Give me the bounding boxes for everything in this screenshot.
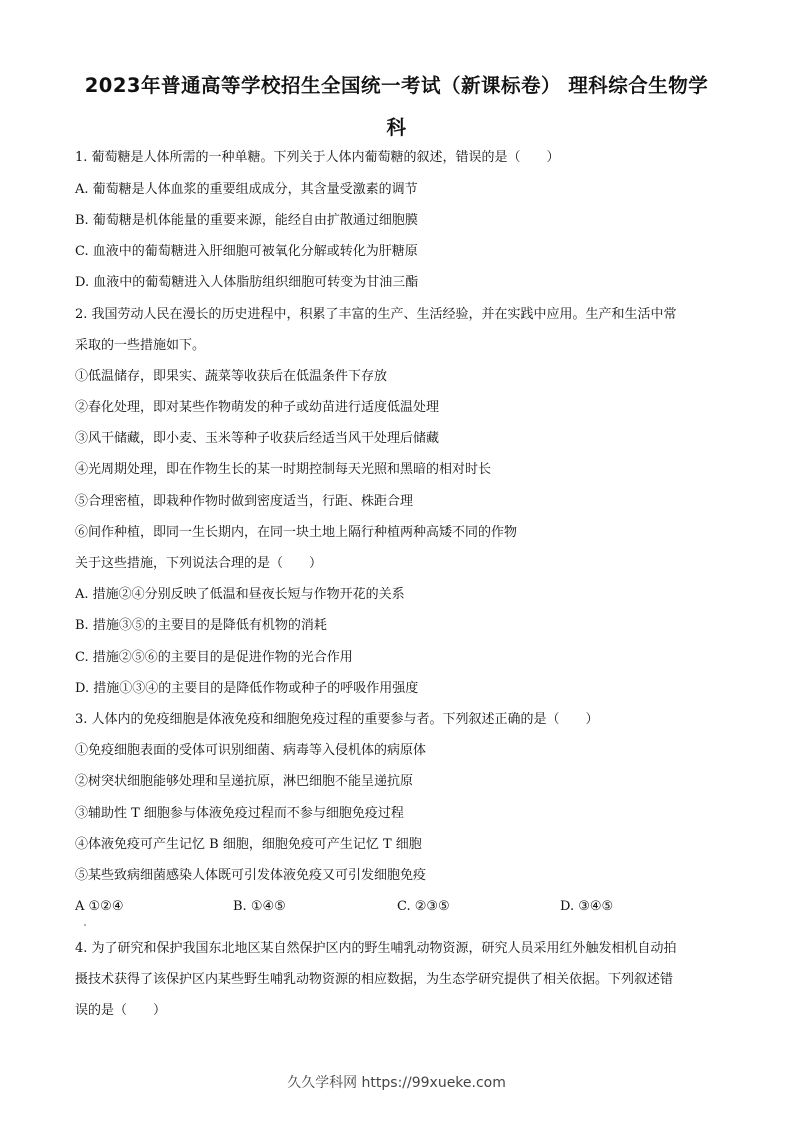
q2-option-c: C. 措施②⑤⑥的主要目的是促进作物的光合作用: [75, 650, 353, 665]
q3-item-3: ③辅助性 T 细胞参与体液免疫过程而不参与细胞免疫过程: [75, 806, 404, 821]
q1-option-a: A. 葡萄糖是人体血浆的重要组成成分，其含量受激素的调节: [75, 182, 418, 197]
q2-item-2: ②春化处理，即对某些作物萌发的种子或幼苗进行适度低温处理: [75, 400, 440, 415]
q3-item-2: ②树突状细胞能够处理和呈递抗原，淋巴细胞不能呈递抗原: [75, 774, 414, 789]
exam-title-line2: 科: [386, 116, 407, 139]
q3-option-d: D. ③④⑤: [560, 899, 614, 914]
exam-title-line1: 2023年普通高等学校招生全国统一考试（新课标卷） 理科综合生物学: [84, 74, 709, 97]
footer-watermark: 久久学科网 https://99xueke.com: [287, 1075, 506, 1091]
q2-stem-line1: 2. 我国劳动人民在漫长的历史进程中，积累了丰富的生产、生活经验，并在实践中应用。生产和生活中常: [75, 307, 677, 322]
stray-mark: [84, 924, 86, 926]
q1-option-b: B. 葡萄糖是机体能量的重要来源，能经自由扩散通过细胞膜: [75, 213, 418, 228]
q2-item-5: ⑤合理密植，即栽种作物时做到密度适当，行距、株距合理: [75, 494, 414, 509]
q3-option-a: A ①②④: [75, 899, 124, 914]
q4-stem-line2: 摄技术获得了该保护区内某些野生哺乳动物资源的相应数据，为生态学研究提供了相关依据。下列叙述错: [75, 972, 674, 987]
q3-item-4: ④体液免疫可产生记忆 B 细胞，细胞免疫可产生记忆 T 细胞: [75, 837, 422, 852]
q3-item-5: ⑤某些致病细菌感染人体既可引发体液免疫又可引发细胞免疫: [75, 868, 427, 883]
q1-option-c: C. 血液中的葡萄糖进入肝细胞可被氧化分解或转化为肝糖原: [75, 244, 418, 259]
q3-item-1: ①免疫细胞表面的受体可识别细菌、病毒等入侵机体的病原体: [75, 743, 427, 758]
q2-item-1: ①低温储存，即果实、蔬菜等收获后在低温条件下存放: [75, 369, 388, 384]
q2-option-d: D. 措施①③④的主要目的是降低作物或种子的呼吸作用强度: [75, 681, 419, 696]
q4-stem-line3: 误的是（ ）: [75, 1003, 167, 1018]
q4-stem-line1: 4. 为了研究和保护我国东北地区某自然保护区内的野生哺乳动物资源，研究人员采用红外触发相机自动拍: [75, 941, 677, 956]
q2-item-3: ③风干储藏，即小麦、玉米等种子收获后经适当风干处理后储藏: [75, 431, 440, 446]
q2-option-a: A. 措施②④分别反映了低温和昼夜长短与作物开花的关系: [75, 587, 405, 602]
q2-stem-line2: 采取的一些措施如下。: [75, 338, 206, 353]
q2-option-b: B. 措施③⑤的主要目的是降低有机物的消耗: [75, 618, 327, 633]
q1-stem: 1. 葡萄糖是人体所需的一种单糖。下列关于人体内葡萄糖的叙述，错误的是（ ）: [75, 150, 560, 165]
q2-item-4: ④光周期处理，即在作物生长的某一时期控制每天光照和黑暗的相对时长: [75, 462, 492, 477]
q3-options: [75, 899, 725, 919]
q2-item-6: ⑥间作种植，即同一生长期内，在同一块土地上隔行种植两种高矮不同的作物: [75, 525, 518, 540]
q2-ask: 关于这些措施，下列说法合理的是（ ）: [75, 556, 323, 571]
q1-option-d: D. 血液中的葡萄糖进入人体脂肪组织细胞可转变为甘油三酯: [75, 275, 419, 290]
q3-stem: 3. 人体内的免疫细胞是体液免疫和细胞免疫过程的重要参与者。下列叙述正确的是（ ）: [75, 712, 599, 727]
q3-option-c: C. ②③⑤: [397, 899, 450, 914]
q3-option-b: B. ①④⑤: [233, 899, 286, 914]
